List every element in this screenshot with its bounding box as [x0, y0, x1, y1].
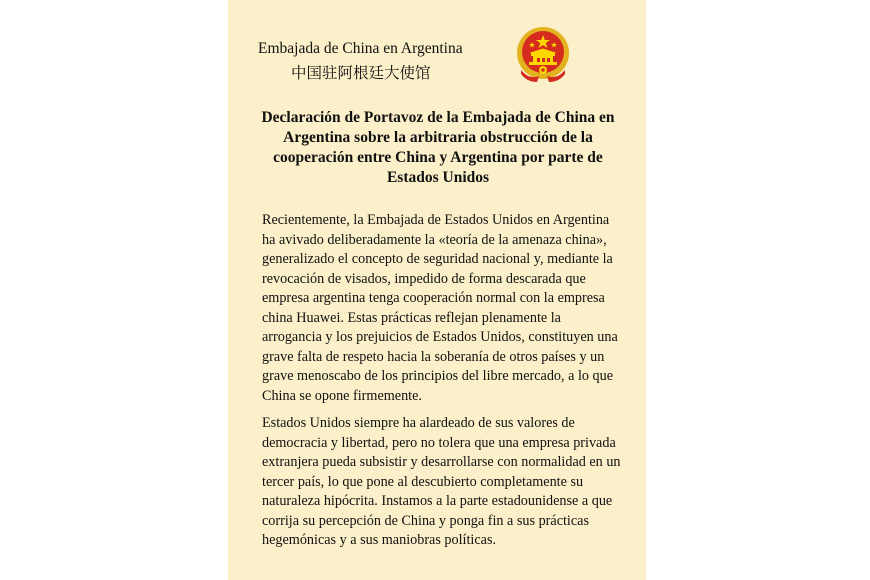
embassy-name-chinese: 中国驻阿根廷大使馆: [291, 64, 431, 82]
embassy-name-spanish: Embajada de China en Argentina: [258, 40, 463, 57]
body-paragraph-1: Recientemente, la Embajada de Estados Unidos en Argentina ha avivado deliberadamente la «teoría de la amenaza china», generalizado el concepto de seguridad nacional y, mediante la revocación de visados, impedido de forma descarada que empresa argentina tenga cooperación normal con la empresa china Huawei. Estas prácticas reflejan plenamente la arrogancia y los prejuicios de Estados Unidos, constituyen una grave falta de respeto hacia la soberanía de otros países y un grave menoscabo de los principios del libre mercado, a lo que China se opone firmemente.: [262, 212, 618, 404]
document-title: Declaración de Portavoz de la Embajada de China en Argentina sobre la arbitraria obstrucción de la cooperación entre China y Argentina por parte de Estados Unidos: [261, 109, 615, 186]
document-page: [228, 0, 646, 580]
body-paragraph-2: Estados Unidos siempre ha alardeado de sus valores de democracia y libertad, pero no tolera que una empresa privada extranjera pueda subsistir y desarrollarse con normalidad en un tercer país, lo que pone al descubierto completamente su naturaleza hipócrita. Instamos a la parte estadounidense a que corrija su percepción de China y ponga fin a sus prácticas hegemónicas y a sus maniobras políticas.: [262, 415, 621, 548]
national-emblem-icon: [515, 26, 571, 84]
